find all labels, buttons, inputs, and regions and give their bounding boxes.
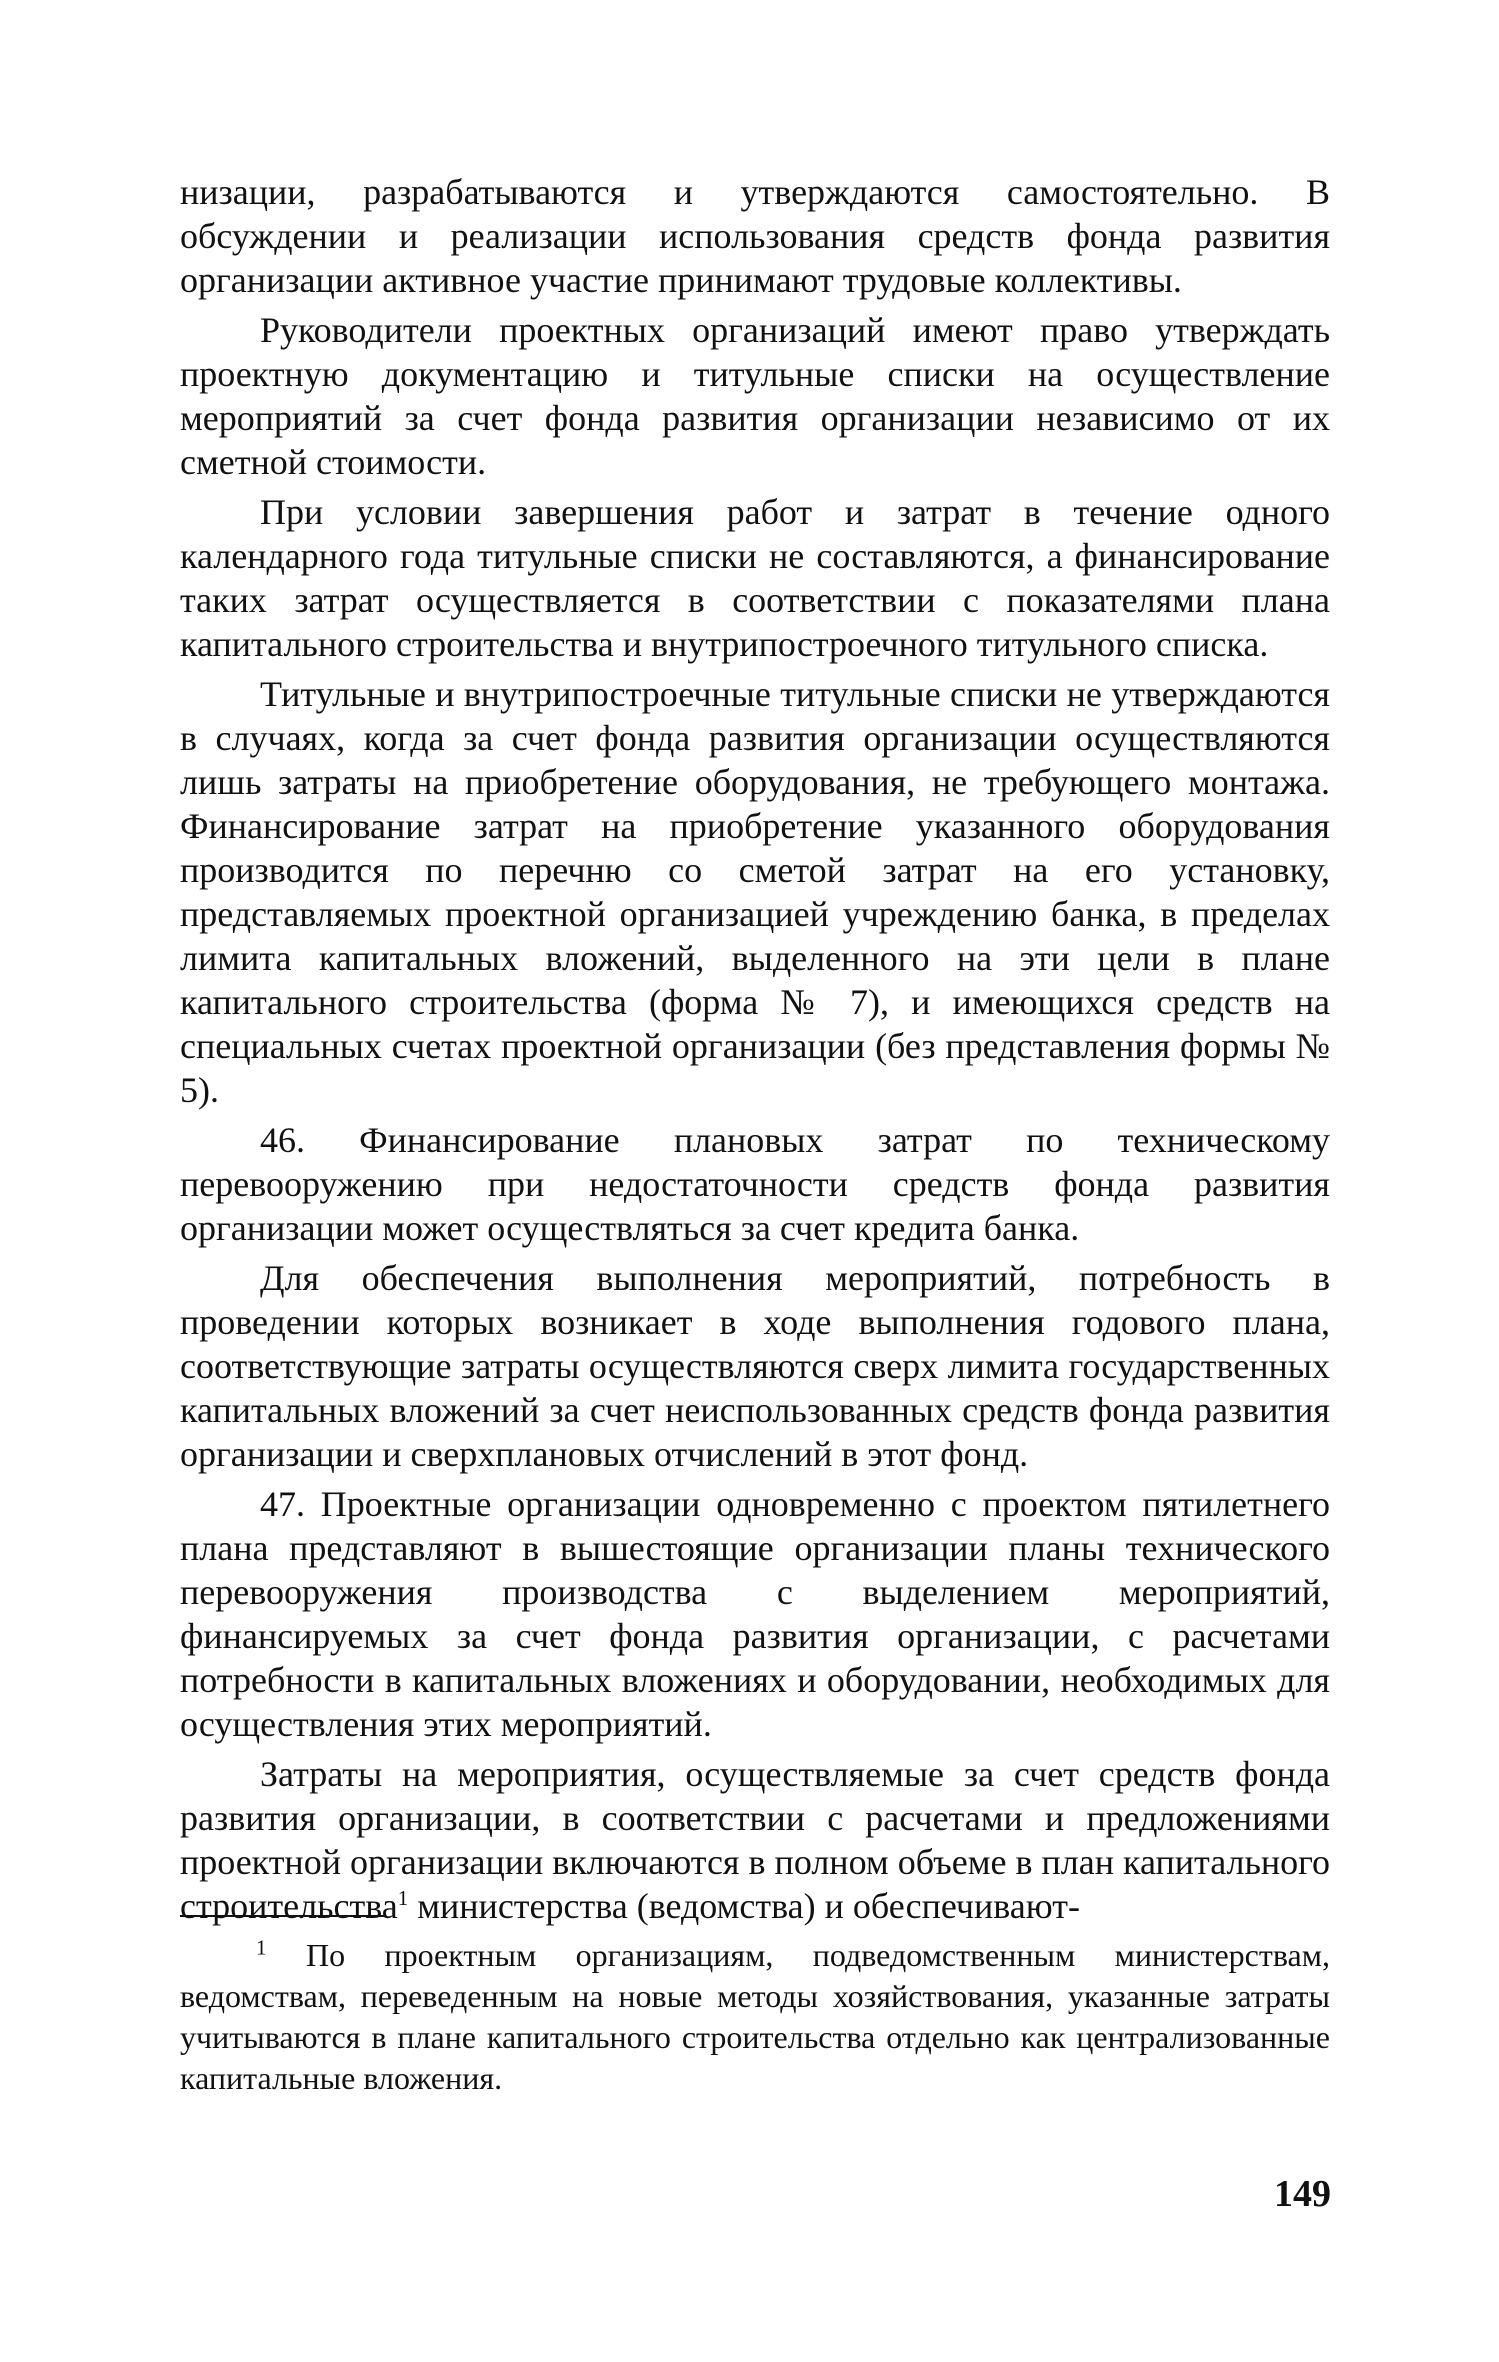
footnote-mark: 1	[256, 1935, 267, 1960]
paragraph-47: 47. Проектные организации одновременно с проектом пятилетнего плана представляют в вышестоящие организации планы технического перевооружения производства с выделением мероприятий, финансируемых за счет фонда развития организации, с расчетами потребности в капитальных вложениях и оборудовании, необходимых для осуществления этих мероприятий.	[180, 1484, 1330, 1744]
paragraph-46: 46. Финансирование плановых затрат по техническому перевооружению при недостаточности средств фонда развития организации может осуществляться за счет кредита банка.	[180, 1120, 1330, 1248]
paragraph-8	[180, 1752, 1330, 1928]
paragraph-3: При условии завершения работ и затрат в течение одного календарного года титульные списки не составляются, а финансирование таких затрат осуществляется в соответствии с показателями плана капитального строительства и внутрипостроечного титульного списка.	[180, 492, 1330, 664]
body-text	[180, 170, 1330, 1928]
page-number: 149	[1274, 2173, 1331, 2215]
paragraph-6: Для обеспечения выполнения мероприятий, потребность в проведении которых возникает в ходе выполнения годового плана, соответствующие затраты осуществляются сверх лимита государственных капитальных вложений за счет неиспользованных средств фонда развития организации и сверхплановых отчислений в этот фонд.	[180, 1258, 1330, 1474]
footnote-separator	[180, 1915, 385, 1917]
paragraph-2: Руководители проектных организаций имеют право утверждать проектную документацию и титульные списки на осуществление мероприятий за счет фонда развития организации независимо от их сметной стоимости.	[180, 310, 1330, 482]
footnote-text: По проектным организациям, подведомственным министерствам, ведомствам, переведенным на новые методы хозяйствования, указанные затраты учитываются в плане капитального строительства отдельно как централизованные капитальные вложения.	[180, 1937, 1330, 2096]
paragraph-4: Титульные и внутрипостроечные титульные списки не утверждаются в случаях, когда за счет фонда развития организации осуществляются лишь затраты на приобретение оборудования, не требующего монтажа. Финансирование затрат на приобретение указанного оборудования производится по перечню со сметой затрат на его установку, представляемых проектной организацией учреждению банка, в пределах лимита капитальных вложений, выделенного на эти цели в плане капитального строительства (форма № 7), и имеющихся средств на специальных счетах проектной организации (без представления формы № 5).	[180, 674, 1330, 1110]
paragraph-8-text-end: министерства (ведомства) и обеспечивают-	[408, 1886, 1080, 1926]
footnote-reference-mark: 1	[397, 1886, 409, 1910]
footnote	[180, 1935, 1330, 2099]
paragraph-8-text-start: Затраты на мероприятия, осуществляемые за счет средств фонда развития организации, в соответствии с расчетами и предложениями проектной организации включаются в полном объеме в план капитального строительства	[180, 1754, 1330, 1926]
paragraph-1: низации, разрабатываются и утверждаются самостоятельно. В обсуждении и реализации использования средств фонда развития организации активное участие принимают трудовые коллективы.	[180, 172, 1330, 300]
